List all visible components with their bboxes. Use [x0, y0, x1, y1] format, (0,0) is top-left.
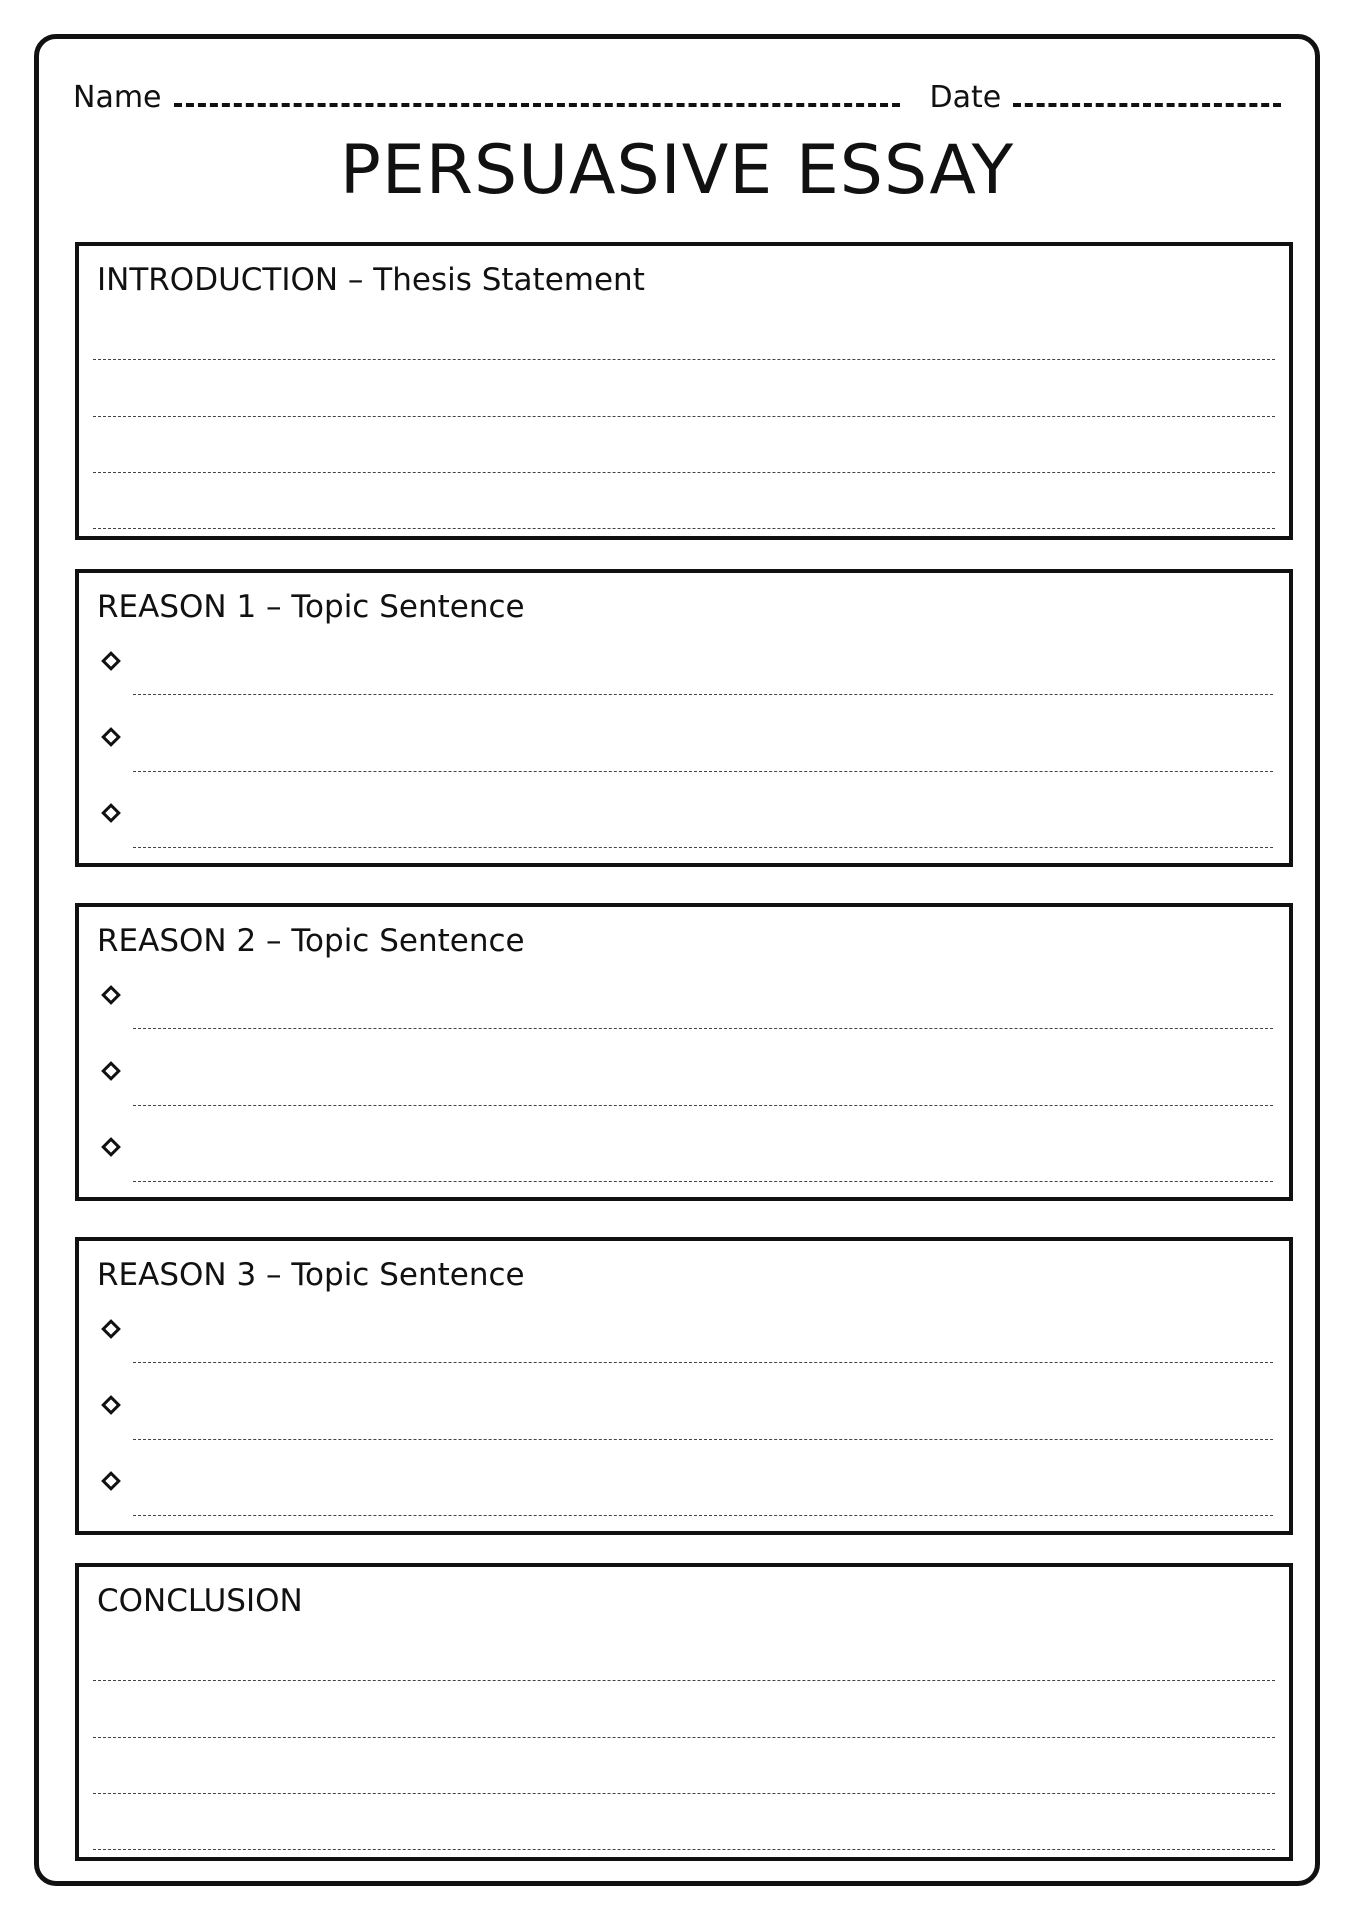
- conclusion-label: CONCLUSION: [97, 1583, 303, 1619]
- writing-line[interactable]: [93, 472, 1275, 473]
- page-title: PERSUASIVE ESSAY: [339, 131, 1015, 210]
- diamond-bullet-icon: [101, 985, 121, 1005]
- writing-line[interactable]: [133, 847, 1273, 848]
- diamond-bullet-icon: [101, 1061, 121, 1081]
- reason-2-label: REASON 2 – Topic Sentence: [97, 923, 525, 959]
- writing-line[interactable]: [133, 1439, 1273, 1440]
- writing-line[interactable]: [133, 771, 1273, 772]
- writing-line[interactable]: [133, 1362, 1273, 1363]
- worksheet-border: [34, 34, 1320, 1886]
- writing-line[interactable]: [133, 1181, 1273, 1182]
- introduction-label: INTRODUCTION – Thesis Statement: [97, 262, 645, 298]
- writing-line[interactable]: [93, 1793, 1275, 1794]
- writing-line[interactable]: [93, 1680, 1275, 1681]
- writing-line[interactable]: [93, 1737, 1275, 1738]
- name-field[interactable]: [174, 103, 900, 107]
- reason-1-label: REASON 1 – Topic Sentence: [97, 589, 525, 625]
- reason-3-box: [75, 1237, 1293, 1535]
- diamond-bullet-icon: [101, 651, 121, 671]
- reason-2-box: [75, 903, 1293, 1201]
- reason-3-label: REASON 3 – Topic Sentence: [97, 1257, 525, 1293]
- writing-line[interactable]: [133, 694, 1273, 695]
- diamond-bullet-icon: [101, 727, 121, 747]
- diamond-bullet-icon: [101, 1471, 121, 1491]
- header-row: [73, 67, 1281, 115]
- name-label: Name: [73, 80, 162, 115]
- writing-line[interactable]: [93, 416, 1275, 417]
- diamond-bullet-icon: [101, 1395, 121, 1415]
- introduction-box: [75, 242, 1293, 540]
- writing-line[interactable]: [93, 528, 1275, 529]
- writing-line[interactable]: [133, 1028, 1273, 1029]
- date-label: Date: [929, 80, 1002, 115]
- writing-line[interactable]: [133, 1105, 1273, 1106]
- writing-line[interactable]: [93, 1849, 1275, 1850]
- diamond-bullet-icon: [101, 1319, 121, 1339]
- diamond-bullet-icon: [101, 803, 121, 823]
- date-field[interactable]: [1013, 103, 1281, 107]
- diamond-bullet-icon: [101, 1137, 121, 1157]
- conclusion-box: [75, 1563, 1293, 1861]
- writing-line[interactable]: [133, 1515, 1273, 1516]
- reason-1-box: [75, 569, 1293, 867]
- writing-line[interactable]: [93, 359, 1275, 360]
